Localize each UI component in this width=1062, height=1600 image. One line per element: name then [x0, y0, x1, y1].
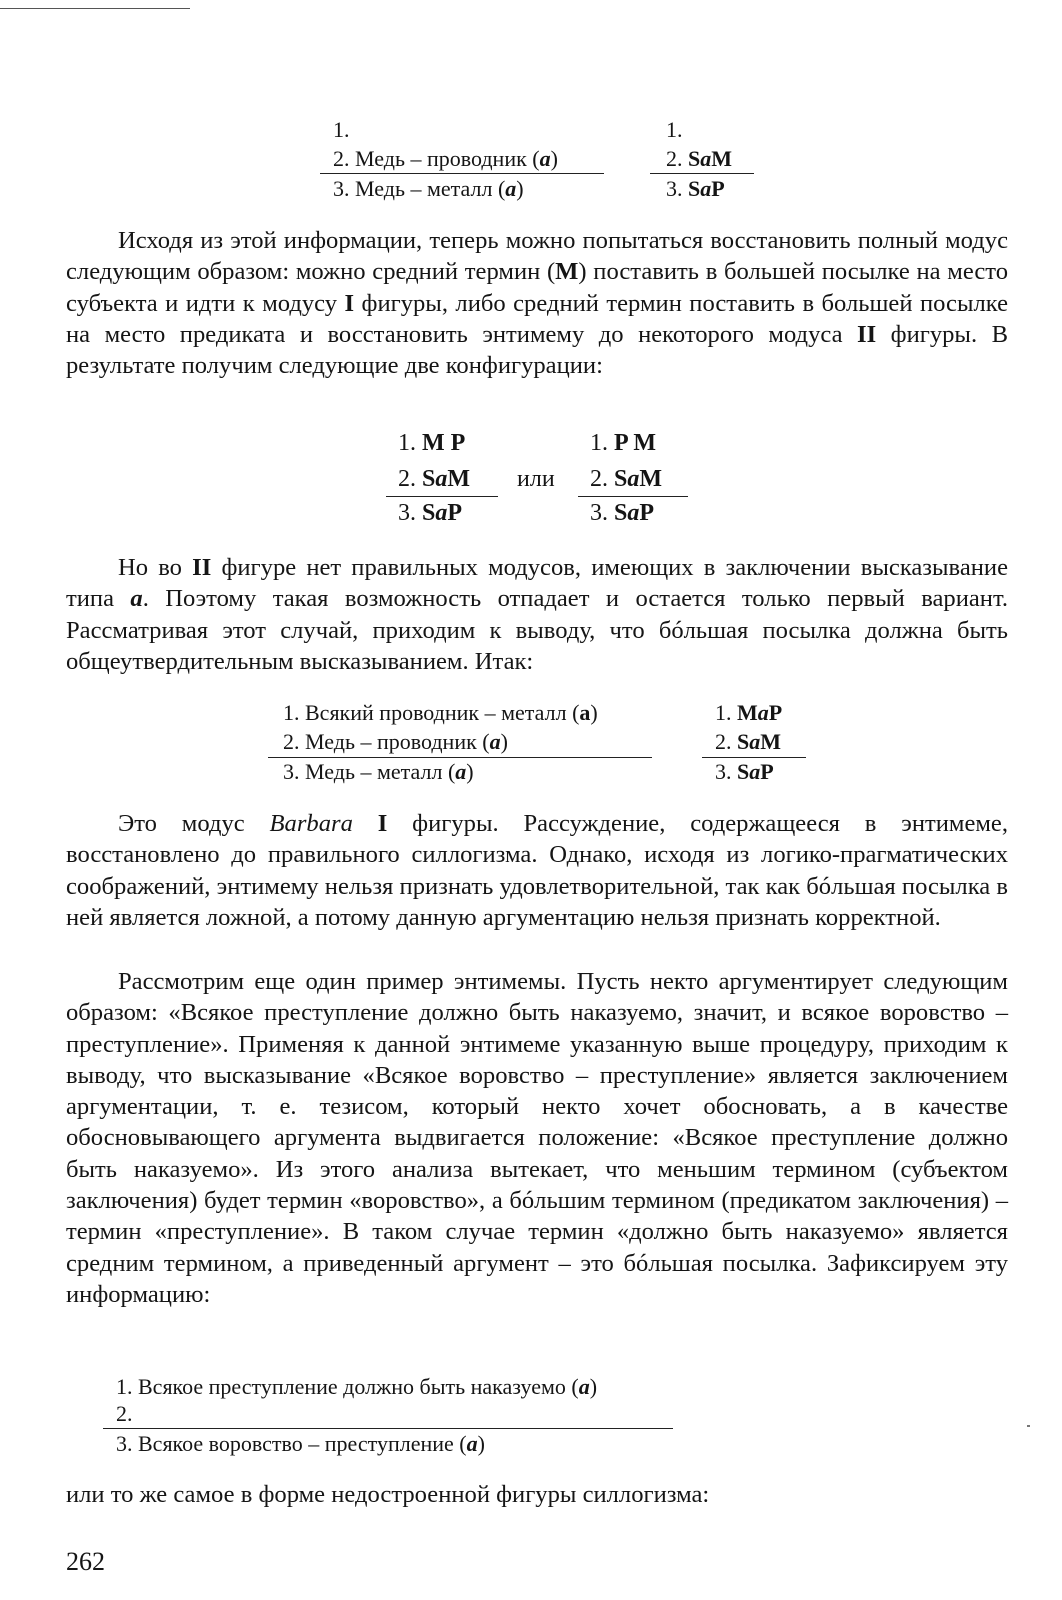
scheme2-left-line-3: 3. SaP: [398, 500, 463, 526]
scheme1-left-line-2: 2. Медь – проводник (a): [333, 146, 558, 171]
scheme3-right-line-3: 3. SaP: [715, 759, 774, 784]
scheme3-right-rule: [702, 757, 806, 758]
scheme3-left-line-3: 3. Медь – металл (a): [283, 759, 474, 784]
paragraph-4: Рассмотрим еще один пример энтимемы. Пусть некто аргументирует следующим образом: «Всякое преступление должно быть наказуемо, значит, и всякое воровство – преступление». Применяя к данной энтимеме указанную выше процедуру, приходим к выводу, что высказывание «Всякое воровство – преступление» является заключением аргументации, т. е. тезисом, который некто хочет обосновать, а в качестве обосновывающего аргумента выдвигается положение: «Всякое преступление должно быть наказуемо». Из этого анализа вытекает, что меньшим термином (субъектом заключения) будет термин «воровство», а бóльшим термином (предикатом заключения) – термин «преступление». В таком случае термин «должно быть наказуемо» является средним термином, а приведенный аргумент – это бóльшая посылка. Зафиксируем эту информацию:: [66, 968, 1008, 1308]
scan-speck: [1027, 1425, 1030, 1427]
scheme4-line-2: 2.: [116, 1401, 133, 1426]
scheme2-right-rule: [578, 496, 688, 497]
scheme2-right-line-1: 1. P M: [590, 430, 656, 456]
page-number: 262: [66, 1547, 105, 1576]
scheme1-right-line-2: 2. SaM: [666, 146, 733, 171]
scheme1-right-line-1: 1.: [666, 117, 683, 142]
scheme2-right-line-3: 3. SaP: [590, 500, 655, 526]
scheme4-rule: [103, 1428, 673, 1429]
scheme1-left-line-3: 3. Медь – металл (a): [333, 176, 524, 201]
scheme1-right-line-3: 3. SaP: [666, 176, 725, 201]
scheme3-left-rule: [268, 757, 652, 758]
scheme3-left-line-2: 2. Медь – проводник (a): [283, 729, 508, 754]
scheme3-right-line-2: 2. SaM: [715, 729, 782, 754]
paragraph-3: Это модус Barbara I фигуры. Рассуждение, содержащееся в энтимеме, восстановлено до правильного силлогизма. Однако, исходя из логико-прагматических соображений, энтимему нельзя признать удовлетворительной, так как бóльшая посылка в ней является ложной, а потому данную аргументацию нельзя признать корректной.: [66, 810, 1008, 931]
scheme2-left-rule: [386, 496, 498, 497]
scheme1-left-line-1: 1.: [333, 117, 350, 142]
paragraph-5: или то же самое в форме недостроенной фигуры силлогизма:: [66, 1481, 710, 1508]
scheme2-left-line-2: 2. SaM: [398, 466, 471, 492]
scheme3-right-line-1: 1. MaP: [715, 700, 783, 725]
scheme2-right-line-2: 2. SaM: [590, 466, 663, 492]
scheme1-left-rule: [320, 173, 604, 174]
scheme2-left-line-1: 1. M P: [398, 430, 466, 456]
scheme1-right-rule: [650, 173, 754, 174]
scheme4-line-1: 1. Всякое преступление должно быть наказуемо (a): [116, 1374, 598, 1399]
scheme4-line-3: 3. Всякое воровство – преступление (a): [116, 1431, 485, 1456]
scheme3-left-line-1: 1. Всякий проводник – металл (a): [283, 700, 598, 725]
paragraph-1: Исходя из этой информации, теперь можно попытаться восстановить полный модус следующим образом: можно средний термин (M) поставить в большей посылке на место субъекта и идти к модусу I фигуры, либо средний термин поставить в большей посылке на место предиката и восстановить энтимему до некоторого модуса II фигуры. В результате получим следующие две конфигурации:: [66, 227, 1008, 380]
scheme2-or: или: [517, 466, 555, 492]
paragraph-2: Но во II фигуре нет правильных модусов, имеющих в заключении высказывание типа a. Поэтому такая возможность отпадает и остается только первый вариант. Рассматривая этот случай, приходим к выводу, что бóльшая посылка должна быть общеутвердительным высказыванием. Итак:: [66, 554, 1009, 675]
top-rule: [0, 8, 190, 9]
